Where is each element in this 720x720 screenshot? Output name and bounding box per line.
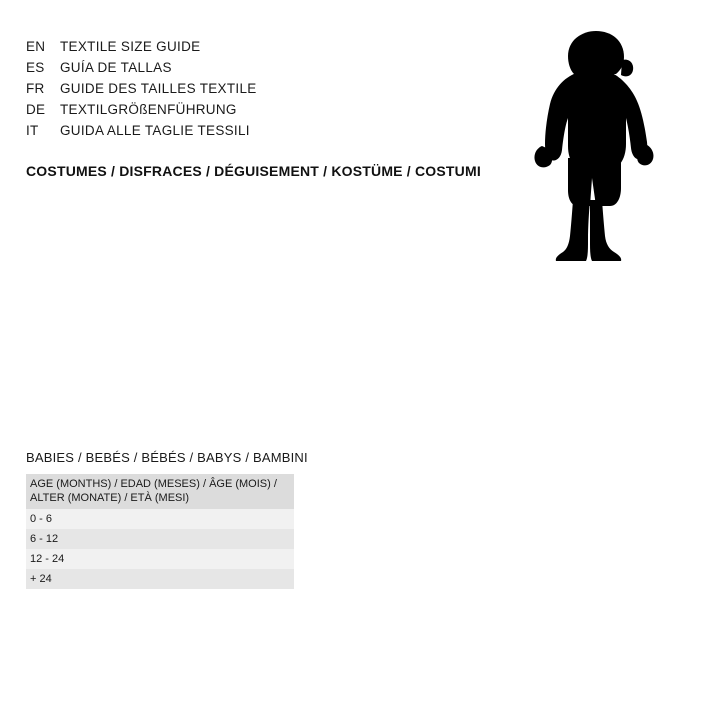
table-header-row (26, 474, 294, 509)
language-row (26, 57, 257, 78)
toddler-silhouette-icon (520, 28, 660, 263)
size-table (26, 474, 294, 589)
language-row (26, 78, 257, 99)
language-row (26, 99, 257, 120)
age-range-value: 6 - 12 (26, 529, 294, 549)
language-row (26, 120, 257, 141)
size-table-section (26, 450, 308, 589)
language-title-list (26, 36, 257, 141)
language-row (26, 36, 257, 57)
age-range-value: 12 - 24 (26, 549, 294, 569)
language-code: DE (26, 102, 46, 117)
table-row (26, 509, 294, 529)
language-code: IT (26, 123, 39, 138)
table-title: BABIES / BEBÉS / BÉBÉS / BABYS / BAMBINI (26, 450, 308, 465)
table-row (26, 529, 294, 549)
table-header-cell (26, 474, 294, 509)
category-line: COSTUMES / DISFRACES / DÉGUISEMENT / KOSTÜME / COSTUMI (26, 163, 481, 179)
table-row (26, 549, 294, 569)
table-row (26, 569, 294, 589)
language-title: GUIDA ALLE TAGLIE TESSILI (60, 123, 250, 138)
language-title: TEXTILGRÖßENFÜHRUNG (60, 102, 237, 117)
language-title: TEXTILE SIZE GUIDE (60, 39, 201, 54)
table-header-line1: AGE (MONTHS) / EDAD (MESES) / ÂGE (MOIS) / (30, 478, 277, 490)
age-range-value: + 24 (26, 569, 294, 589)
language-title: GUÍA DE TALLAS (60, 60, 172, 75)
age-range-value: 0 - 6 (26, 509, 294, 529)
language-code: EN (26, 39, 46, 54)
language-code: ES (26, 60, 45, 75)
table-header-line2: ALTER (MONATE) / ETÀ (MESI) (30, 492, 190, 504)
language-code: FR (26, 81, 45, 96)
language-title: GUIDE DES TAILLES TEXTILE (60, 81, 257, 96)
